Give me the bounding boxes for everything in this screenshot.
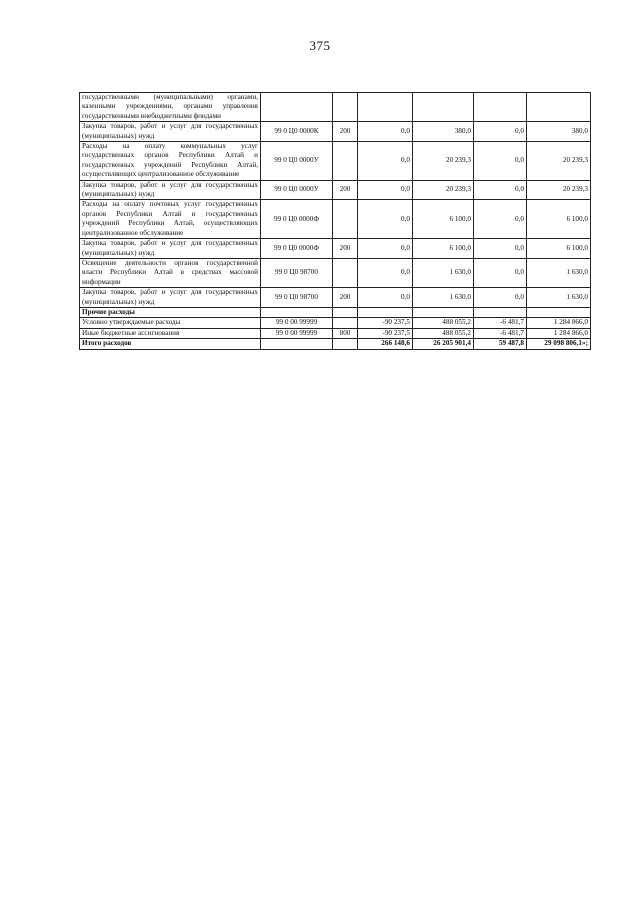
row-expense-type-cell bbox=[333, 318, 358, 328]
row-value-3-cell bbox=[474, 307, 527, 317]
row-name-cell: Закупка товаров, работ и услуг для государственных (муниципальных) нужд bbox=[80, 180, 261, 200]
section-row bbox=[80, 307, 591, 317]
row-value-3-cell: -6 481,7 bbox=[474, 328, 527, 338]
row-code-cell: 99 0 00 99999 bbox=[261, 318, 333, 328]
row-expense-type-cell bbox=[333, 307, 358, 317]
row-name-cell: Закупка товаров, работ и услуг для государственных (муниципальных) нужд bbox=[80, 239, 261, 259]
row-expense-type-cell bbox=[333, 142, 358, 181]
row-expense-type-cell: 200 bbox=[333, 122, 358, 142]
row-value-3-cell: 0,0 bbox=[474, 142, 527, 181]
row-expense-type-cell: 200 bbox=[333, 239, 358, 259]
row-value-2-cell: 26 205 901,4 bbox=[413, 339, 474, 349]
table-row bbox=[80, 328, 591, 338]
row-value-4-cell: 1 284 866,0 bbox=[527, 328, 591, 338]
row-value-4-cell bbox=[527, 93, 591, 122]
row-value-1-cell bbox=[358, 307, 413, 317]
row-expense-type-cell bbox=[333, 258, 358, 287]
row-value-1-cell: 0,0 bbox=[358, 142, 413, 181]
table-row bbox=[80, 200, 591, 239]
row-code-cell bbox=[261, 307, 333, 317]
row-value-2-cell: 20 239,3 bbox=[413, 142, 474, 181]
row-code-cell: 99 0 00 99999 bbox=[261, 328, 333, 338]
table-row bbox=[80, 239, 591, 259]
row-name-cell: государственными (муниципальными) органами, казенными учреждениями, органами управления государственными внебюджетными фондами bbox=[80, 93, 261, 122]
row-expense-type-cell bbox=[333, 200, 358, 239]
row-value-2-cell: 380,0 bbox=[413, 122, 474, 142]
row-code-cell: 99 0 Ц0 0000Ф bbox=[261, 239, 333, 259]
row-value-2-cell: 1 630,0 bbox=[413, 258, 474, 287]
row-value-2-cell: 488 055,2 bbox=[413, 318, 474, 328]
row-expense-type-cell bbox=[333, 339, 358, 349]
row-value-3-cell bbox=[474, 93, 527, 122]
table-row bbox=[80, 258, 591, 287]
row-value-2-cell bbox=[413, 307, 474, 317]
row-name-cell: Закупка товаров, работ и услуг для государственных (муниципальных) нужд bbox=[80, 288, 261, 308]
row-value-1-cell: 0,0 bbox=[358, 200, 413, 239]
row-value-2-cell: 488 055,2 bbox=[413, 328, 474, 338]
row-value-2-cell: 6 100,0 bbox=[413, 239, 474, 259]
row-value-1-cell: 0,0 bbox=[358, 258, 413, 287]
row-code-cell: 99 0 Ц0 0000Ф bbox=[261, 200, 333, 239]
row-value-1-cell: 0,0 bbox=[358, 288, 413, 308]
row-value-4-cell: 6 100,0 bbox=[527, 239, 591, 259]
row-value-2-cell: 20 239,3 bbox=[413, 180, 474, 200]
row-name-cell: Условно утверждаемые расходы bbox=[80, 318, 261, 328]
row-value-4-cell: 20 239,3 bbox=[527, 180, 591, 200]
table-row bbox=[80, 93, 591, 122]
row-name-cell: Прочие расходы bbox=[80, 307, 261, 317]
row-name-cell: Освещение деятельности органов государственной власти Республики Алтай в средствах массовой информации bbox=[80, 258, 261, 287]
row-value-4-cell: 1 630,0 bbox=[527, 258, 591, 287]
row-value-2-cell bbox=[413, 93, 474, 122]
row-name-cell: Итого расходов bbox=[80, 339, 261, 349]
row-value-4-cell: 20 239,3 bbox=[527, 142, 591, 181]
row-value-3-cell: 59 487,8 bbox=[474, 339, 527, 349]
row-value-3-cell: 0,0 bbox=[474, 258, 527, 287]
row-value-3-cell: 0,0 bbox=[474, 200, 527, 239]
row-value-3-cell: 0,0 bbox=[474, 239, 527, 259]
row-value-3-cell: 0,0 bbox=[474, 122, 527, 142]
row-value-1-cell: 0,0 bbox=[358, 239, 413, 259]
row-expense-type-cell: 200 bbox=[333, 180, 358, 200]
table-row bbox=[80, 318, 591, 328]
row-expense-type-cell: 800 bbox=[333, 328, 358, 338]
row-name-cell: Закупка товаров, работ и услуг для государственных (муниципальных) нужд bbox=[80, 122, 261, 142]
row-value-2-cell: 6 100,0 bbox=[413, 200, 474, 239]
row-code-cell bbox=[261, 339, 333, 349]
budget-table bbox=[79, 92, 591, 350]
table-row bbox=[80, 142, 591, 181]
row-value-1-cell bbox=[358, 93, 413, 122]
row-code-cell: 99 0 Ц0 0000К bbox=[261, 122, 333, 142]
row-value-1-cell: 0,0 bbox=[358, 180, 413, 200]
row-value-1-cell: 0,0 bbox=[358, 122, 413, 142]
row-name-cell: Расходы на оплату коммунальных услуг государственных органов Республики Алтай и государственных учреждений Республики Алтай, осуществляющих централизованное обслуживание bbox=[80, 142, 261, 181]
row-code-cell: 99 0 Ц0 98700 bbox=[261, 288, 333, 308]
table-row bbox=[80, 288, 591, 308]
row-value-4-cell: 1 630,0 bbox=[527, 288, 591, 308]
row-name-cell: Иные бюджетные ассигнования bbox=[80, 328, 261, 338]
row-code-cell: 99 0 Ц0 0000У bbox=[261, 142, 333, 181]
row-value-1-cell: -90 237,5 bbox=[358, 328, 413, 338]
row-value-4-cell: 29 098 806,1»; bbox=[527, 339, 591, 349]
page-number: 375 bbox=[309, 38, 331, 53]
row-code-cell: 99 0 Ц0 98700 bbox=[261, 258, 333, 287]
row-value-4-cell: 1 284 866,0 bbox=[527, 318, 591, 328]
row-code-cell: 99 0 Ц0 0000У bbox=[261, 180, 333, 200]
total-row bbox=[80, 339, 591, 349]
row-value-1-cell: -90 237,5 bbox=[358, 318, 413, 328]
table-body bbox=[80, 93, 591, 350]
row-expense-type-cell bbox=[333, 93, 358, 122]
row-value-1-cell: 266 148,6 bbox=[358, 339, 413, 349]
row-value-2-cell: 1 630,0 bbox=[413, 288, 474, 308]
row-value-4-cell bbox=[527, 307, 591, 317]
table-row bbox=[80, 122, 591, 142]
row-expense-type-cell: 200 bbox=[333, 288, 358, 308]
row-value-3-cell: -6 481,7 bbox=[474, 318, 527, 328]
table-row bbox=[80, 180, 591, 200]
row-value-4-cell: 6 100,0 bbox=[527, 200, 591, 239]
row-value-3-cell: 0,0 bbox=[474, 288, 527, 308]
row-name-cell: Расходы на оплату почтовых услуг государственных органов Республики Алтай и государственных учреждений Республики Алтай, осуществляющих централизованное обслуживание bbox=[80, 200, 261, 239]
row-code-cell bbox=[261, 93, 333, 122]
row-value-4-cell: 380,0 bbox=[527, 122, 591, 142]
row-value-3-cell: 0,0 bbox=[474, 180, 527, 200]
